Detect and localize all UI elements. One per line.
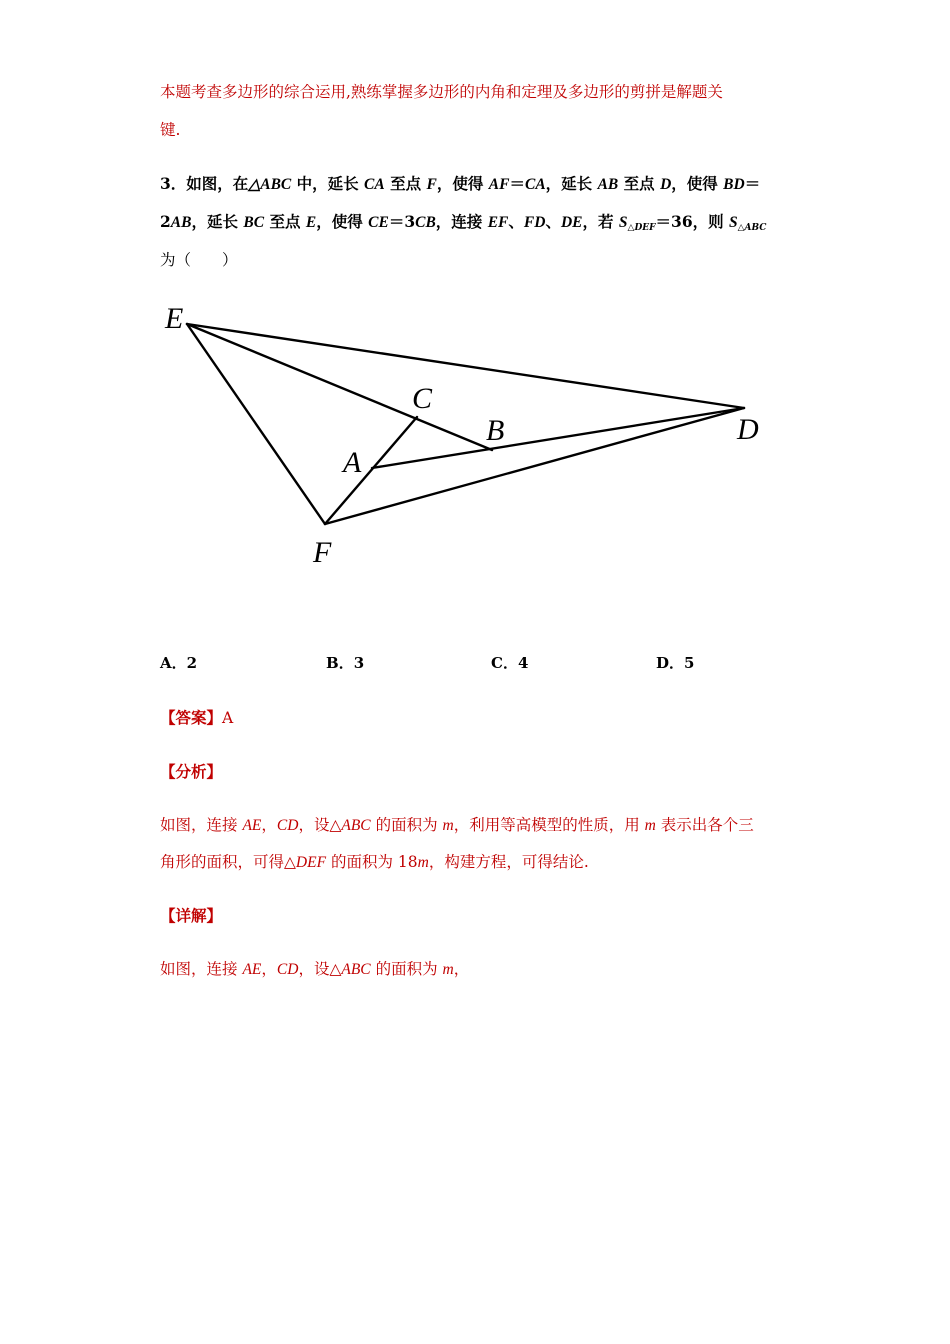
- math-var: ABC: [341, 817, 371, 834]
- answer-value: A: [222, 709, 234, 727]
- analysis-text: ，: [261, 816, 277, 834]
- analysis-text: ，利用等高模型的性质，用: [453, 816, 645, 834]
- choice-letter: B: [326, 654, 339, 672]
- choice-letter: D: [656, 654, 670, 672]
- label-A: A: [343, 446, 362, 479]
- label-D: D: [737, 413, 759, 446]
- question-text: ，若: [582, 212, 619, 231]
- choice-value: 2: [186, 654, 198, 672]
- answer-label: 【答案】: [160, 708, 223, 727]
- question-text: ，延长: [545, 174, 598, 193]
- math-var: CD: [276, 961, 299, 978]
- math-var: CA: [364, 176, 385, 193]
- detail-label: 【详解】: [160, 906, 223, 925]
- math-var: ABC: [341, 961, 371, 978]
- math-var: m: [442, 961, 454, 978]
- question-text: ＝: [509, 174, 525, 193]
- detail-line-1: [160, 957, 469, 979]
- math-var: m: [442, 817, 454, 834]
- label-B: B: [486, 414, 505, 447]
- question-text: ，使得: [671, 174, 724, 193]
- math-var: D: [660, 176, 672, 193]
- analysis-text: ，设△: [298, 816, 342, 834]
- question-text: 2: [160, 212, 171, 231]
- segment-EF: [187, 324, 325, 524]
- math-var: CD: [276, 817, 299, 834]
- choice-letter: C: [491, 654, 503, 672]
- analysis-text: 的面积为: [370, 816, 443, 834]
- math-var: BC: [243, 214, 265, 231]
- math-var: △ABC: [248, 176, 292, 193]
- math-var: DE: [560, 214, 583, 231]
- choice-c[interactable]: C．4: [491, 654, 529, 672]
- math-var: AB: [597, 176, 619, 193]
- math-var: AB: [170, 214, 192, 231]
- answer-line: [160, 706, 233, 728]
- math-var: CB: [415, 214, 436, 231]
- question-text: 至点: [264, 212, 306, 231]
- math-var: E: [305, 214, 317, 231]
- detail-text: ，: [453, 960, 470, 978]
- analysis-text: 如图，连接: [160, 816, 243, 834]
- choice-d[interactable]: D．5: [656, 654, 695, 672]
- segment-EB: [187, 324, 492, 450]
- math-var: FD: [523, 214, 546, 231]
- label-E: E: [165, 302, 184, 335]
- question-text: ．如图，在: [170, 174, 249, 193]
- segment-FC: [325, 417, 417, 524]
- question-line-3: 为（ ）: [160, 251, 238, 269]
- analysis-text: 表示出各个三: [655, 816, 754, 834]
- question-text: ＝: [744, 174, 761, 193]
- math-var: EF: [487, 214, 509, 231]
- choice-letter: A: [160, 654, 172, 672]
- question-text: 至点: [618, 174, 661, 193]
- math-var: AF: [488, 176, 510, 193]
- choice-value: 5: [684, 654, 695, 672]
- question-text: 、: [508, 212, 524, 231]
- analysis-line-2: [160, 850, 589, 872]
- geometry-figure: [150, 295, 790, 585]
- intro-line-1: 本题考查多边形的综合运用,熟练掌握多边形的内角和定理及多边形的剪拼是解题关: [160, 83, 723, 101]
- detail-text: 如图，连接: [160, 960, 243, 978]
- question-text: ＝3: [388, 212, 416, 231]
- math-var: CA: [524, 176, 546, 193]
- math-var: AE: [242, 961, 262, 978]
- analysis-text: 角形的面积，可得△: [160, 853, 296, 871]
- question-text: 中，延长: [291, 174, 365, 193]
- math-var: DEF: [295, 854, 327, 871]
- choice-a[interactable]: A．2: [160, 654, 198, 672]
- detail-text: 的面积为: [370, 960, 443, 978]
- analysis-text: 的面积为 18: [326, 853, 418, 871]
- segment-ED: [187, 324, 744, 408]
- question-text: ，使得: [436, 174, 489, 193]
- math-var: m: [644, 817, 656, 834]
- math-var: m: [417, 854, 429, 871]
- question-text: 至点: [384, 174, 427, 193]
- detail-text: ，: [261, 960, 277, 978]
- question-text: ，延长: [191, 212, 244, 231]
- analysis-label: 【分析】: [160, 762, 223, 781]
- math-subscript: △ABC: [737, 223, 767, 233]
- question-text: ，使得: [316, 212, 369, 231]
- question-number: 3: [160, 174, 171, 193]
- analysis-text: ，构建方程，可得结论.: [428, 853, 589, 871]
- math-var: BD: [723, 176, 745, 193]
- math-subscript: △DEF: [627, 223, 656, 233]
- math-var: AE: [242, 817, 262, 834]
- math-var: F: [426, 176, 437, 193]
- math-var: S: [729, 214, 738, 231]
- question-line-1: [160, 172, 760, 194]
- math-var: S: [618, 214, 628, 231]
- label-C: C: [412, 382, 433, 415]
- analysis-line-1: [160, 813, 754, 835]
- choice-value: 3: [353, 654, 365, 672]
- question-text: ，连接: [435, 212, 488, 231]
- choice-value: 4: [517, 654, 529, 672]
- detail-text: ，设△: [298, 960, 342, 978]
- intro-line-2: 键.: [160, 121, 181, 139]
- question-text: 、: [545, 212, 561, 231]
- question-line-2: [160, 210, 766, 233]
- choice-b[interactable]: B．3: [326, 654, 365, 672]
- math-var: CE: [368, 214, 389, 231]
- question-text: ＝36，则: [655, 212, 729, 231]
- label-F: F: [313, 536, 332, 569]
